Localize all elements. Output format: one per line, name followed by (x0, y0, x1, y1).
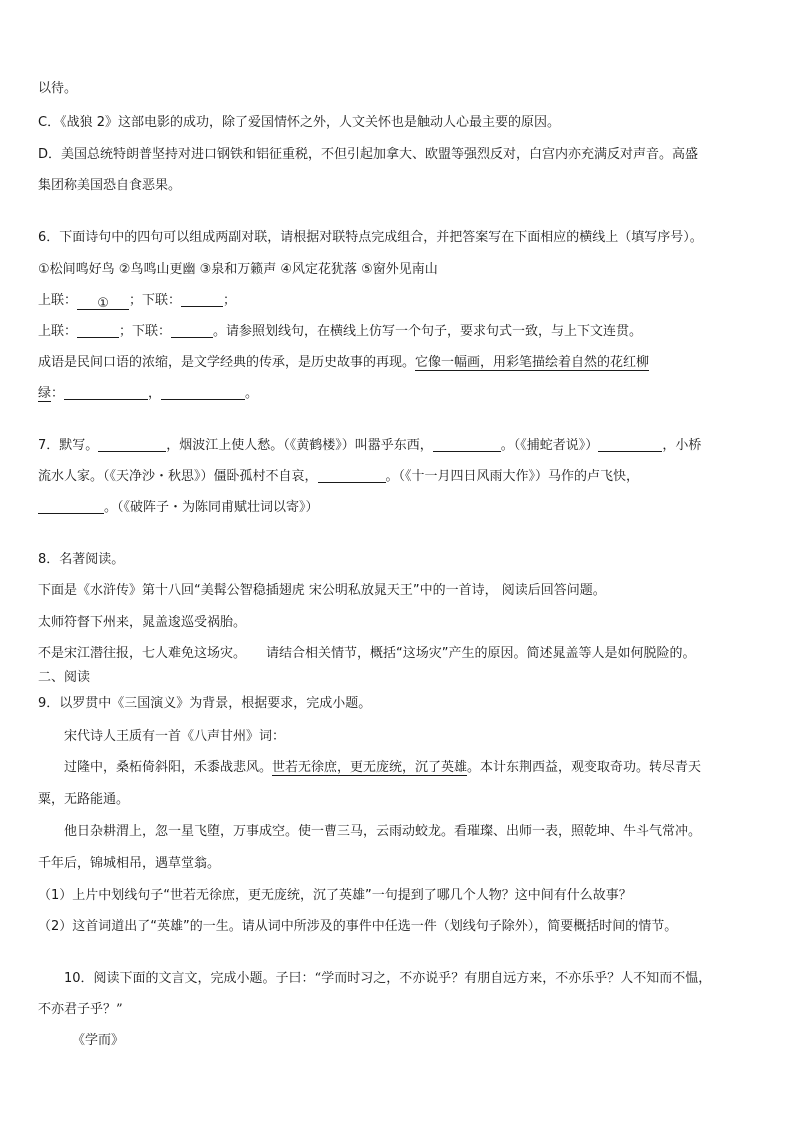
q9-subquestion-2: （2）这首词道出了“英雄”的一生。请从词中所涉及的事件中任选一件（划线句子除外），简要概括时间的情节。 (38, 919, 678, 934)
q8-title: 8．名著阅读。 (38, 552, 125, 567)
upper-couplet-answer[interactable]: ① (77, 295, 129, 310)
lower-couplet-label: ；下联： (129, 293, 182, 308)
imitation-instruction: 。请参照划线句，在横线上仿写一个句子，要求句式一致，与上下文连贯。 (213, 324, 643, 339)
q9-stem: 9．以罗贯中《三国演义》为背景，根据要求，完成小题。 (38, 696, 372, 711)
imitation-blank-1[interactable] (64, 385, 148, 400)
q9-ci-line3: 他日杂耕渭上，忽一星飞堕，万事成空。使一曹三马，云雨动蛟龙。看璀璨、出师一表，照乾坤、牛斗气常冲。 (64, 824, 702, 839)
q5-option-d-line2: 集团称美国恐自食恶果。 (38, 178, 182, 193)
recite-blank-5[interactable] (38, 499, 104, 514)
q6-options: ①松间鸣好鸟 ②鸟鸣山更幽 ③泉和万籁声 ④风定花犹落 ⑤窗外见南山 (38, 262, 438, 277)
q7-line2: 流水人家。（《天净沙・秋思》）僵卧孤村不自哀， 。（《十一月四日风雨大作》）马作的卢飞快， (38, 469, 640, 484)
q9-subquestion-1: （1）上片中划线句子“世若无徐庶，更无庞统，沉了英雄”一句提到了哪几个人物？这中间有什么故事？ (38, 888, 632, 903)
q7-line1: 7．默写。 ，烟波江上使人愁。（《黄鹤楼》）叫嚣乎东西， 。（《捕蛇者说》） ，小桥 (38, 438, 702, 453)
idiom-paragraph: 成语是民间口语的浓缩，是文学经典的传承，是历史故事的再现。它像一幅画，用彩笔描绘着自然的花红柳 (38, 355, 650, 370)
idiom-paragraph-cont: 绿： ， 。 (38, 386, 259, 401)
q7-line3: 。（《破阵子・为陈同甫赋壮词以寄》） (38, 499, 319, 517)
q9-ci-line1: 过隆中，桑柘倚斜阳，禾黍战悲风。世若无徐庶，更无庞统，沉了英雄。本计东荆西益，观变取奇功。转尽青天 (64, 760, 702, 775)
q5-line-1: 以待。 (38, 81, 78, 96)
upper-couplet-blank[interactable] (77, 323, 119, 338)
q10-quote: 子曰：“学而时习之，不亦说乎？有朋自远方来，不亦乐乎？人不知而不愠， (275, 971, 712, 986)
recite-blank-1[interactable] (98, 437, 166, 452)
q8-intro: 下面是《水浒传》第十八回“美髯公智稳插翅虎 宋公明私放晁天王”中的一首诗， 阅读后回答问题。 (38, 583, 606, 598)
q10-source: 《学而》 (72, 1033, 125, 1048)
q8-poem-line1: 太师符督下州来，晁盖逡巡受祸胎。 (38, 615, 247, 630)
upper-couplet-label: 上联： (38, 293, 78, 308)
q8-poem-line2-and-task: 不是宋江潜往报，七人难免这场灾。 请结合相关情节，概括“这场灾”产生的原因。简述晁盖等人是如何脱险的。 (38, 646, 696, 661)
recite-blank-4[interactable] (318, 468, 386, 483)
recite-blank-3[interactable] (598, 437, 662, 452)
q10-quote-cont: 不亦君子乎？” (38, 1002, 123, 1017)
lower-couplet-blank[interactable] (181, 292, 223, 307)
q9-ci-line2: 粟，无路能通。 (38, 792, 130, 807)
q6-row1: 上联： ① ；下联： ； (38, 293, 237, 311)
q9-intro: 宋代诗人王质有一首《八声甘州》词： (64, 729, 286, 744)
section-heading: 二、阅读 (38, 670, 91, 685)
lower-couplet-label: ；下联： (119, 324, 172, 339)
lower-couplet-blank[interactable] (171, 323, 213, 338)
q10-stem: 10．阅读下面的文言文，完成小题。子曰：“学而时习之，不亦说乎？有朋自远方来，不亦乐乎？人不知而不愠， (64, 971, 712, 986)
underlined-sentence: 世若无徐庶，更无庞统，沉了英雄 (272, 760, 468, 775)
q5-option-d-line1: D．美国总统特朗普坚持对进口钢铁和铝征重税，不但引起加拿大、欧盟等强烈反对，白宫内亦充满反对声音。高盛 (38, 147, 699, 162)
q9-ci-line4: 千年后，锦城相吊，遇草堂翁。 (38, 856, 221, 871)
q6-stem: 6．下面诗句中的四句可以组成两副对联，请根据对联特点完成组合，并把答案写在下面相应的横线上（填写序号）。 (38, 230, 703, 245)
imitation-blank-2[interactable] (161, 385, 245, 400)
recite-blank-2[interactable] (433, 437, 501, 452)
q6-row2 (38, 323, 642, 341)
upper-couplet-label: 上联： (38, 324, 78, 339)
q5-option-c: C．《战狼 2》这部电影的成功，除了爱国情怀之外，人文关怀也是触动人心最主要的原因。 (38, 115, 560, 130)
underlined-sentence: 它像一幅画，用彩笔描绘着自然的花红柳 (415, 355, 650, 370)
